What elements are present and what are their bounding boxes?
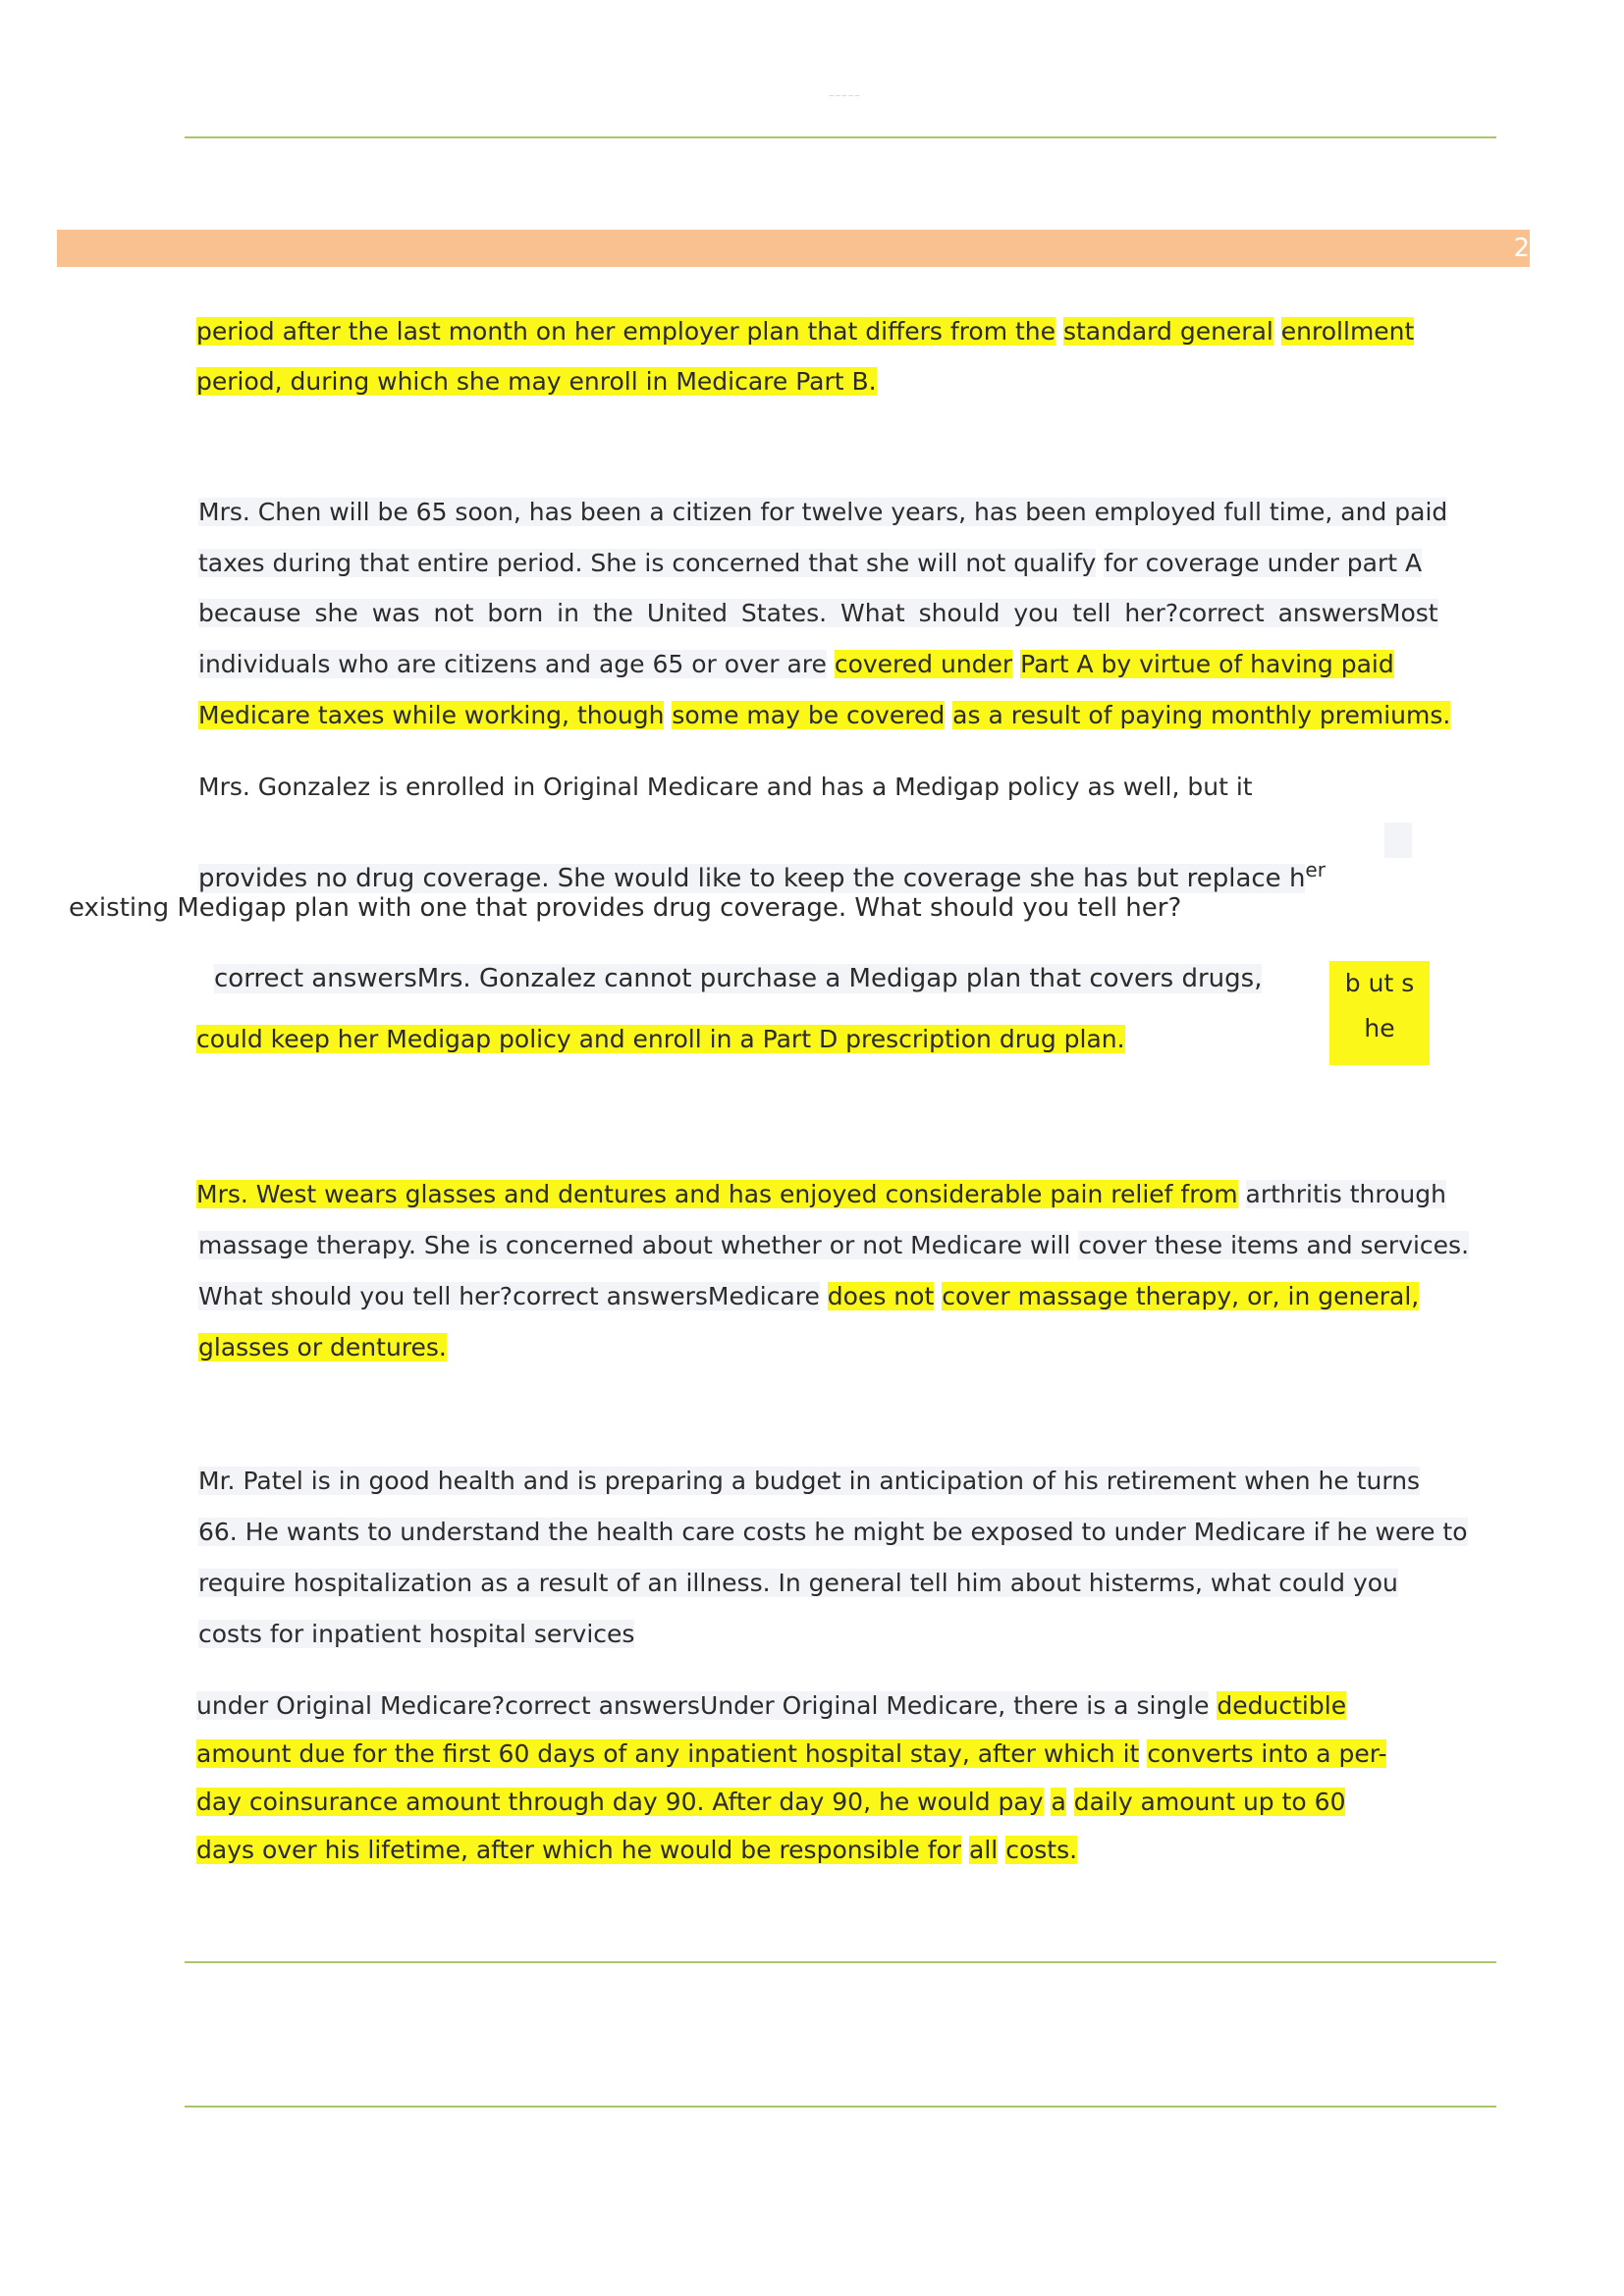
highlight-text: enrollment — [1280, 317, 1415, 346]
paragraph-6-line-4 — [196, 1831, 1077, 1870]
highlight-text: cover massage therapy, or, in general, — [942, 1282, 1420, 1310]
highlight-text: covered under — [834, 650, 1013, 678]
body-text: Mrs. Chen will be 65 soon, has been a citizen for twelve years, has been employed full time, and paid — [198, 498, 1448, 526]
highlight-text: as a result of paying monthly premiums. — [952, 701, 1451, 729]
highlight-text: b ut s he — [1344, 969, 1415, 1042]
side-highlight-box — [1329, 961, 1430, 1065]
paragraph-1-line-1 — [196, 312, 1414, 351]
highlight-text: deductible — [1217, 1691, 1347, 1720]
paragraph-6-line-1 — [196, 1686, 1346, 1726]
body-text: costs for inpatient hospital services — [198, 1620, 635, 1648]
body-text: What should you tell her?correct answersMedicare — [198, 1282, 820, 1310]
paragraph-4-line-3 — [198, 1277, 1419, 1316]
footer-rule-top — [185, 1961, 1496, 1963]
highlight-text: some may be covered — [672, 701, 946, 729]
highlight-text: does not — [827, 1282, 935, 1310]
highlight-text: days over his lifetime, after which he would be responsible for — [196, 1836, 962, 1864]
highlight-text: daily amount up to 60 — [1073, 1788, 1346, 1816]
highlight-text: period after the last month on her employer plan that differs from the — [196, 317, 1056, 346]
body-text: because she was not born in the United States. What should you tell her?correct answersMost — [198, 599, 1438, 627]
paragraph-4-line-2 — [198, 1226, 1469, 1265]
highlight-text: Part A by virtue of having paid — [1020, 650, 1394, 678]
highlight-text: a — [1051, 1788, 1066, 1816]
header-rule — [185, 136, 1496, 138]
body-text: provides no drug coverage. She would like to keep the coverage she has but replace h — [198, 863, 1306, 893]
body-text: taxes during that entire period. She is concerned that she will not qualify — [198, 549, 1097, 577]
paragraph-5-line-1 — [198, 1462, 1420, 1501]
paragraph-2-line-4 — [198, 645, 1394, 684]
paragraph-4-line-4 — [198, 1328, 447, 1367]
paragraph-2-line-1 — [198, 493, 1447, 532]
body-text: under Original Medicare?correct answersUnder Original Medicare, there is a single — [196, 1691, 1210, 1720]
page-number: 2 — [1513, 234, 1530, 263]
superscript-text: er — [1305, 858, 1326, 881]
body-text: massage therapy. She is concerned about whether or not Medicare will — [198, 1231, 1071, 1259]
footer-rule-bottom — [185, 2106, 1496, 2108]
body-text: correct answersMrs. Gonzalez cannot purchase a Medigap plan that covers drugs, — [214, 964, 1263, 993]
paragraph-3-line-1 — [198, 768, 1253, 807]
body-text: cover these items and services. — [1078, 1231, 1470, 1259]
paragraph-4-line-1 — [196, 1175, 1446, 1214]
paragraph-5-line-4 — [198, 1615, 634, 1654]
highlight-text: converts into a per- — [1147, 1739, 1387, 1768]
highlight-text: glasses or dentures. — [198, 1333, 447, 1362]
highlight-text: Medicare taxes while working, though — [198, 701, 665, 729]
paragraph-3-line-5 — [196, 1020, 1125, 1059]
highlight-text: period, during which she may enroll in Medicare Part B. — [196, 367, 877, 396]
artifact-box — [1384, 823, 1412, 858]
body-text: require hospitalization as a result of an illness. In general tell him about his — [198, 1569, 1124, 1597]
highlight-text: amount due for the first 60 days of any inpatient hospital stay, after which it — [196, 1739, 1140, 1768]
body-text: Mrs. Gonzalez is enrolled in Original Medicare and has a Medigap policy as well, but it — [198, 773, 1253, 801]
body-text: for coverage under part A — [1104, 549, 1423, 577]
highlight-text: Mrs. West wears glasses and dentures and has enjoyed considerable pain relief from — [196, 1180, 1238, 1208]
paragraph-3-line-3 — [69, 888, 1181, 928]
paragraph-5-line-3 — [198, 1564, 1398, 1603]
body-text: terms, what could you — [1123, 1569, 1398, 1597]
highlight-text: standard general — [1062, 317, 1273, 346]
header-text: — — — — — — [829, 93, 860, 99]
highlight-text: all — [969, 1836, 999, 1864]
highlight-text: costs. — [1005, 1836, 1078, 1864]
highlight-text: day coinsurance amount through day 90. After day 90, he would pay — [196, 1788, 1044, 1816]
paragraph-6-line-2 — [196, 1735, 1386, 1774]
paragraph-2-line-5 — [198, 696, 1450, 735]
paragraph-6-line-3 — [196, 1783, 1345, 1822]
body-text: arthritis through — [1245, 1180, 1446, 1208]
paragraph-2-line-3 — [198, 594, 1438, 633]
body-text: 66. He wants to understand the health care costs he might be exposed to under Medicare if he were to — [198, 1518, 1468, 1546]
body-text: Mr. Patel is in good health and is preparing a budget in anticipation of his retirement when he turns — [198, 1467, 1421, 1495]
paragraph-3-line-4 — [214, 959, 1262, 998]
highlight-text: could keep her Medigap policy and enroll in a Part D prescription drug plan. — [196, 1025, 1125, 1053]
page-band — [57, 230, 1530, 267]
paragraph-2-line-2 — [198, 544, 1422, 583]
body-text: individuals who are citizens and age 65 or over are — [198, 650, 827, 678]
paragraph-1-line-2 — [196, 362, 877, 401]
paragraph-5-line-2 — [198, 1513, 1468, 1552]
body-text: existing Medigap plan with one that provides drug coverage. What should you tell her? — [69, 893, 1182, 923]
